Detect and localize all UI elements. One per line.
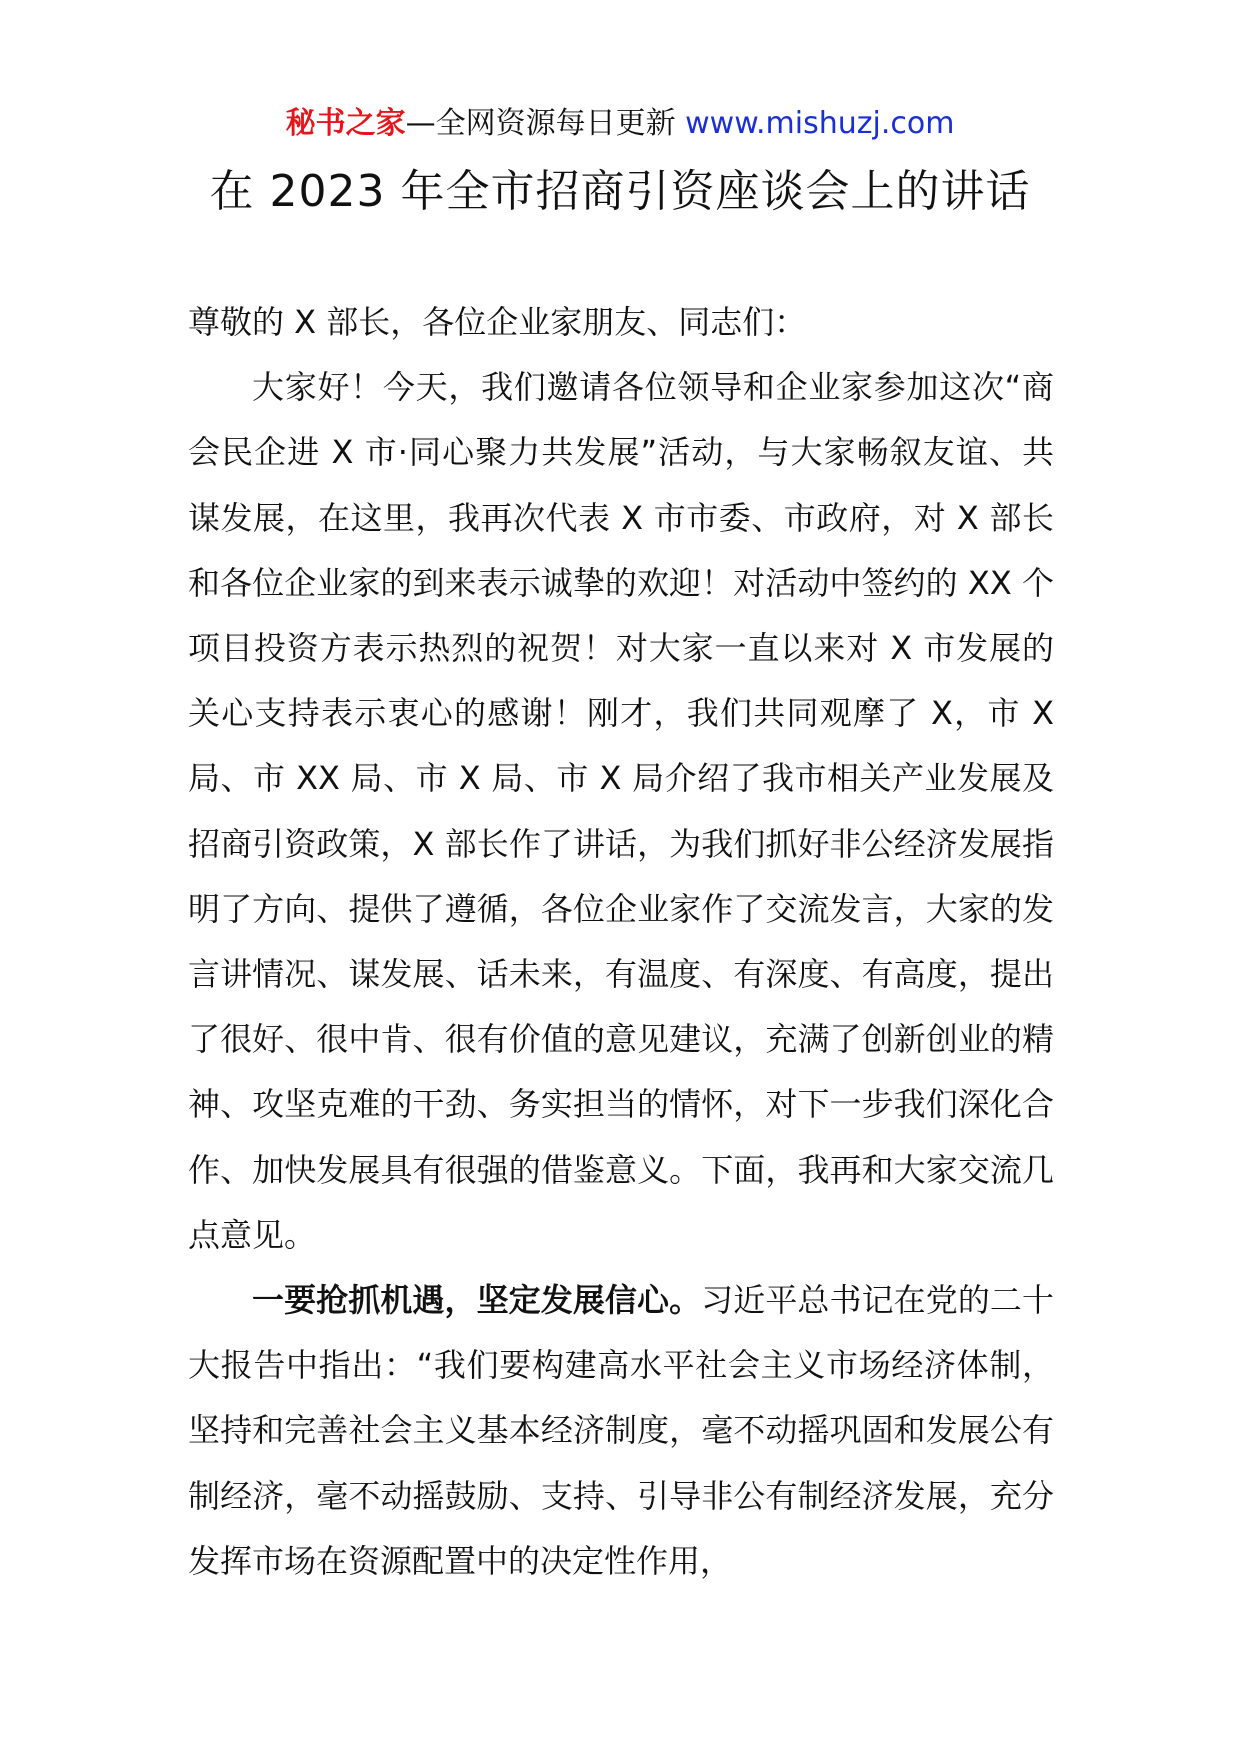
paragraph-lead: 一要抢抓机遇，坚定发展信心。 xyxy=(252,1281,702,1320)
site-brand: 秘书之家 xyxy=(285,106,406,141)
site-slogan: —全网资源每日更新 xyxy=(405,106,676,141)
paragraph-text: 习近平总书记在党的二十大报告中指出：“我们要构建高水平社会主义市场经济体制，坚持和完善社会主义基本经济制度，毫不动摇巩固和发展公有制经济，毫不动摇鼓励、支持、引导非公有制经济发展，充分发挥市场在资源配置中的决定性作用， xyxy=(188,1281,1054,1580)
paragraph-point-one xyxy=(188,1268,1054,1594)
document-body xyxy=(188,290,1054,1594)
paragraph-text: 大家好！今天，我们邀请各位领导和企业家参加这次“商会民企进 X 市·同心聚力共发展”活动，与大家畅叙友谊、共谋发展，在这里，我再次代表 X 市市委、市政府，对 X 部长和各位企业家的到来表示诚挚的欢迎！对活动中签约的 XX 个项目投资方表示热烈的祝贺！对大家一直以来对 X 市发展的关心支持表示衷心的感谢！刚才，我们共同观摩了 X，市 X 局、市 XX 局、市 X 局、市 X 局介绍了我市相关产业发展及招商引资政策，X 部长作了讲话，为我们抓好非公经济发展指明了方向、提供了遵循，各位企业家作了交流发言，大家的发言讲情况、谋发展、话未来，有温度、有深度、有高度，提出了很好、很中肯、很有价值的意见建议，充满了创新创业的精神、攻坚克难的干劲、务实担当的情怀，对下一步我们深化合作、加快发展具有很强的借鉴意义。下面，我再和大家交流几点意见。 xyxy=(188,368,1054,1254)
site-url-link[interactable]: www.mishuzj.com xyxy=(685,106,955,141)
site-header xyxy=(0,102,1240,146)
paragraph-opening xyxy=(188,355,1054,1268)
document-title: 在 2023 年全市招商引资座谈会上的讲话 xyxy=(209,166,1031,217)
salutation: 尊敬的 X 部长，各位企业家朋友、同志们： xyxy=(188,303,807,341)
